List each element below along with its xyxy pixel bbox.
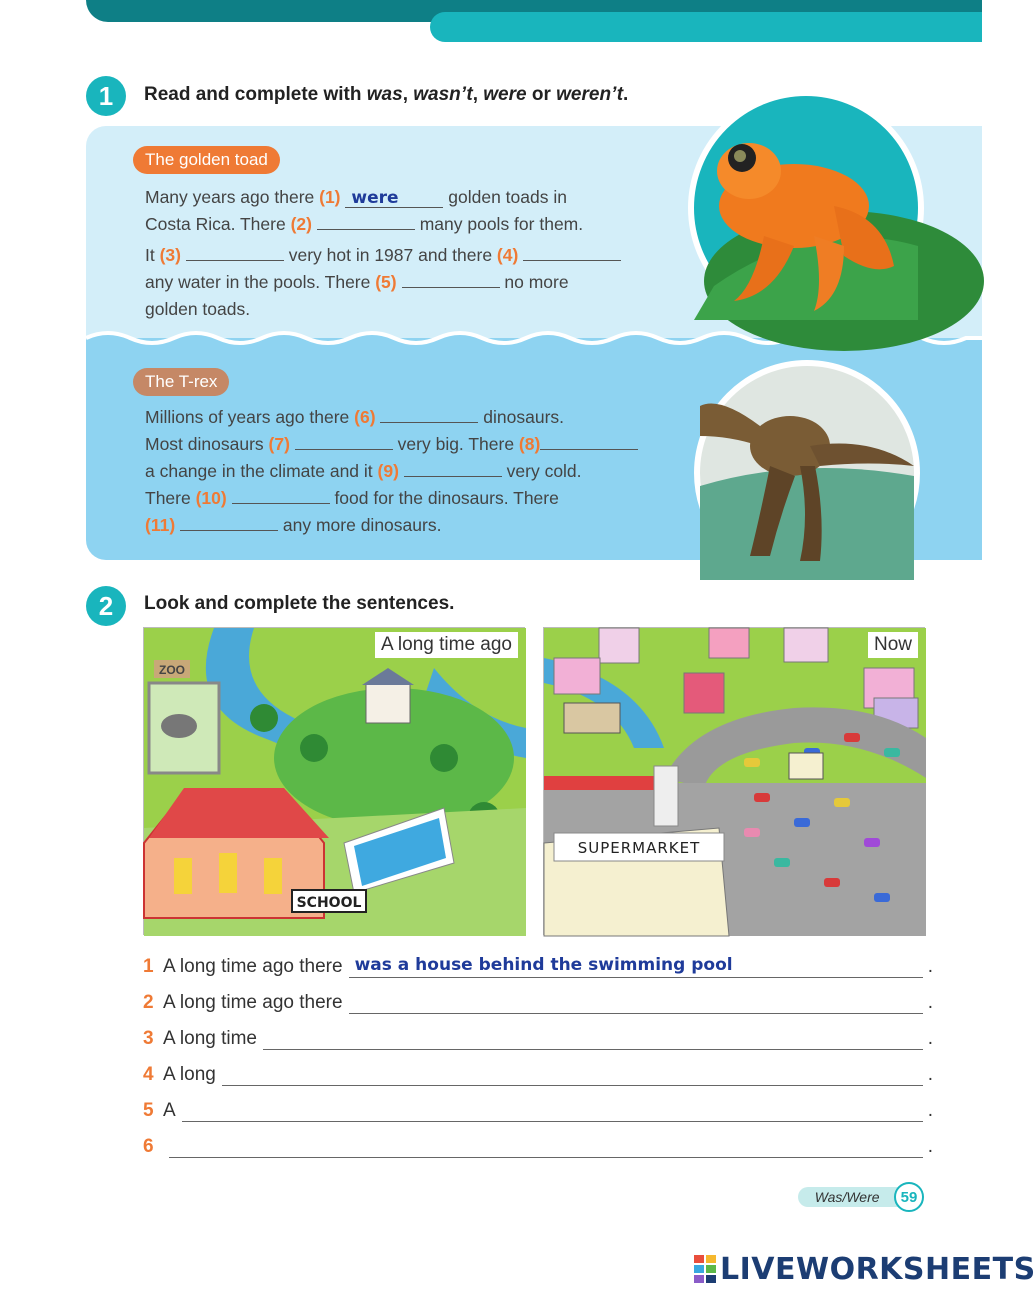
school-sign-text: SCHOOL (296, 895, 362, 911)
long-time-ago-picture (143, 627, 525, 935)
gap-3-input[interactable] (186, 243, 284, 261)
supermarket-sign-text: SUPERMARKET (577, 839, 701, 857)
sentence-1: 1 A long time ago there was a house behind the swimming pool . (143, 955, 933, 977)
sentence-3-input[interactable] (263, 1026, 923, 1050)
top-banner-light (430, 12, 982, 42)
t-rex-illustration (700, 366, 914, 580)
sentence-1-input[interactable]: was a house behind the swimming pool (349, 954, 923, 978)
sentence-2-input[interactable] (349, 990, 923, 1014)
gap-4-input[interactable] (523, 243, 621, 261)
sentence-4: 4 A long . (143, 1064, 933, 1085)
gap-6-input[interactable] (380, 405, 478, 423)
golden-toad-heading: The golden toad (133, 146, 280, 174)
gap-2-input[interactable] (317, 212, 415, 230)
sentence-6-input[interactable] (169, 1134, 923, 1158)
now-label: Now (868, 632, 918, 658)
sentence-2: 2 A long time ago there . (143, 992, 933, 1013)
exercise-1-number: 1 (86, 76, 126, 116)
grammar-topic-tag: Was / Were (798, 1187, 904, 1207)
sentence-4-input[interactable] (222, 1062, 923, 1086)
sentence-5: 5 A . (143, 1100, 933, 1121)
exercise-2-number: 2 (86, 586, 126, 626)
sentence-3: 3 A long time . (143, 1028, 933, 1049)
t-rex-picture (694, 360, 920, 586)
liveworksheets-logo (694, 1252, 1036, 1286)
exercise-1-title: Read and complete with was, wasn’t, were or weren’t. (144, 84, 629, 105)
gap-5-input[interactable] (402, 270, 500, 288)
zoo-sign-text: ZOO (159, 663, 185, 677)
countryside-illustration (144, 628, 526, 936)
gap-8-input[interactable] (540, 432, 638, 450)
exercise-2-title: Look and complete the sentences. (144, 593, 455, 614)
liveworksheets-icon (694, 1255, 716, 1283)
brand-name: LIVEWORKSHEETS (720, 1251, 1036, 1287)
long-time-ago-label: A long time ago (375, 632, 518, 658)
gap-1-input[interactable]: were (345, 189, 443, 208)
gap-11-input[interactable] (180, 513, 278, 531)
sentence-6: 6 . (143, 1136, 933, 1157)
gap-9-input[interactable] (404, 459, 502, 477)
page-number: 59 (894, 1182, 924, 1212)
sentence-5-input[interactable] (182, 1098, 923, 1122)
t-rex-text: Millions of years ago there (6) dinosaurs. Most dinosaurs (7) very big. There (8) a change in the climate and it (9) very cold. There (10) food for the dinosaurs. There (11) any more dinosaurs. (145, 404, 685, 539)
city-illustration (544, 628, 926, 936)
now-picture (543, 627, 925, 935)
golden-toad-picture (688, 90, 924, 326)
golden-toad-text: Many years ago there (1) were golden toads in Costa Rica. There (2) many pools for them. It (3) very hot in 1987 and there (4) any water in the pools. There (5) no more golden toads. (145, 184, 665, 323)
gap-10-input[interactable] (232, 486, 330, 504)
toad-illustration (694, 96, 918, 320)
gap-7-input[interactable] (295, 432, 393, 450)
t-rex-heading: The T-rex (133, 368, 229, 396)
